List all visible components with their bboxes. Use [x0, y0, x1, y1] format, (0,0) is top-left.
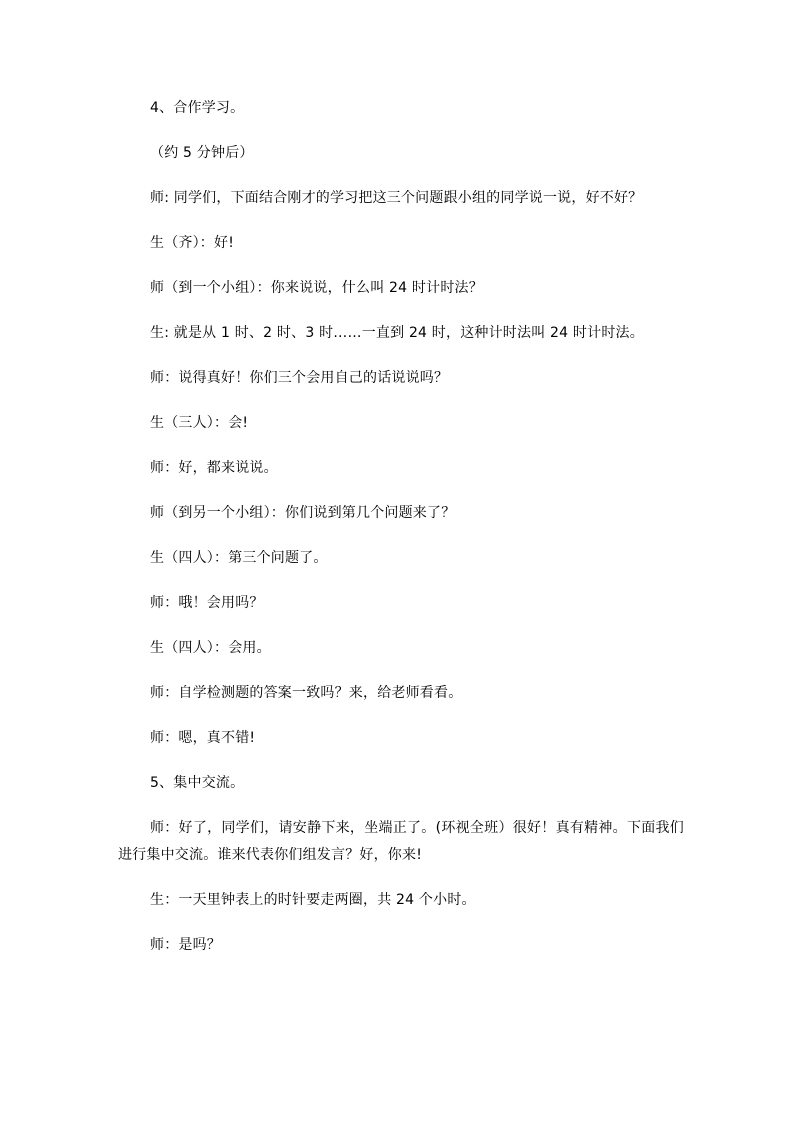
stage-direction: （约 5 分钟后） — [150, 145, 254, 161]
dialogue-line: 生（齐）：好! — [150, 235, 235, 251]
dialogue-line: 师：是吗？ — [150, 937, 221, 953]
dialogue-line: 师：哦！会用吗？ — [150, 595, 264, 611]
section-heading-group-exchange: 5、集中交流。 — [150, 775, 245, 791]
dialogue-line: 师：好了，同学们，请安静下来，坐端正了。(环视全班）很好！真有精神。下面我们进行集中交流。谁来代表你们组发言？好，你来! — [118, 820, 684, 863]
dialogue-line: 师：嗯，真不错! — [150, 730, 256, 746]
dialogue-line: 生（四人）：会用。 — [150, 640, 271, 656]
dialogue-line: 师：自学检测题的答案一致吗？来，给老师看看。 — [150, 685, 463, 701]
dialogue-line: 生: 就是从 1 时、2 时、3 时……一直到 24 时，这种计时法叫 24 时计时法。 — [150, 325, 644, 341]
dialogue-line: 师（到另一个小组）：你们说到第几个问题来了？ — [150, 505, 456, 521]
dialogue-line: 师：好，都来说说。 — [150, 460, 278, 476]
document-body — [118, 95, 684, 959]
dialogue-line: 生（四人）：第三个问题了。 — [150, 550, 328, 566]
dialogue-line: 生：一天里钟表上的时针要走两圈，共 24 个小时。 — [150, 892, 476, 908]
dialogue-line: 师（到一个小组）：你来说说，什么叫 24 时计时法？ — [150, 280, 483, 296]
dialogue-line: 师：说得真好！你们三个会用自己的话说说吗？ — [150, 370, 449, 386]
section-heading-cooperative-learning: 4、合作学习。 — [150, 100, 245, 116]
dialogue-line: 师: 同学们，下面结合刚才的学习把这三个问题跟小组的同学说一说，好不好？ — [150, 190, 643, 206]
dialogue-line: 生（三人）：会! — [150, 415, 249, 431]
